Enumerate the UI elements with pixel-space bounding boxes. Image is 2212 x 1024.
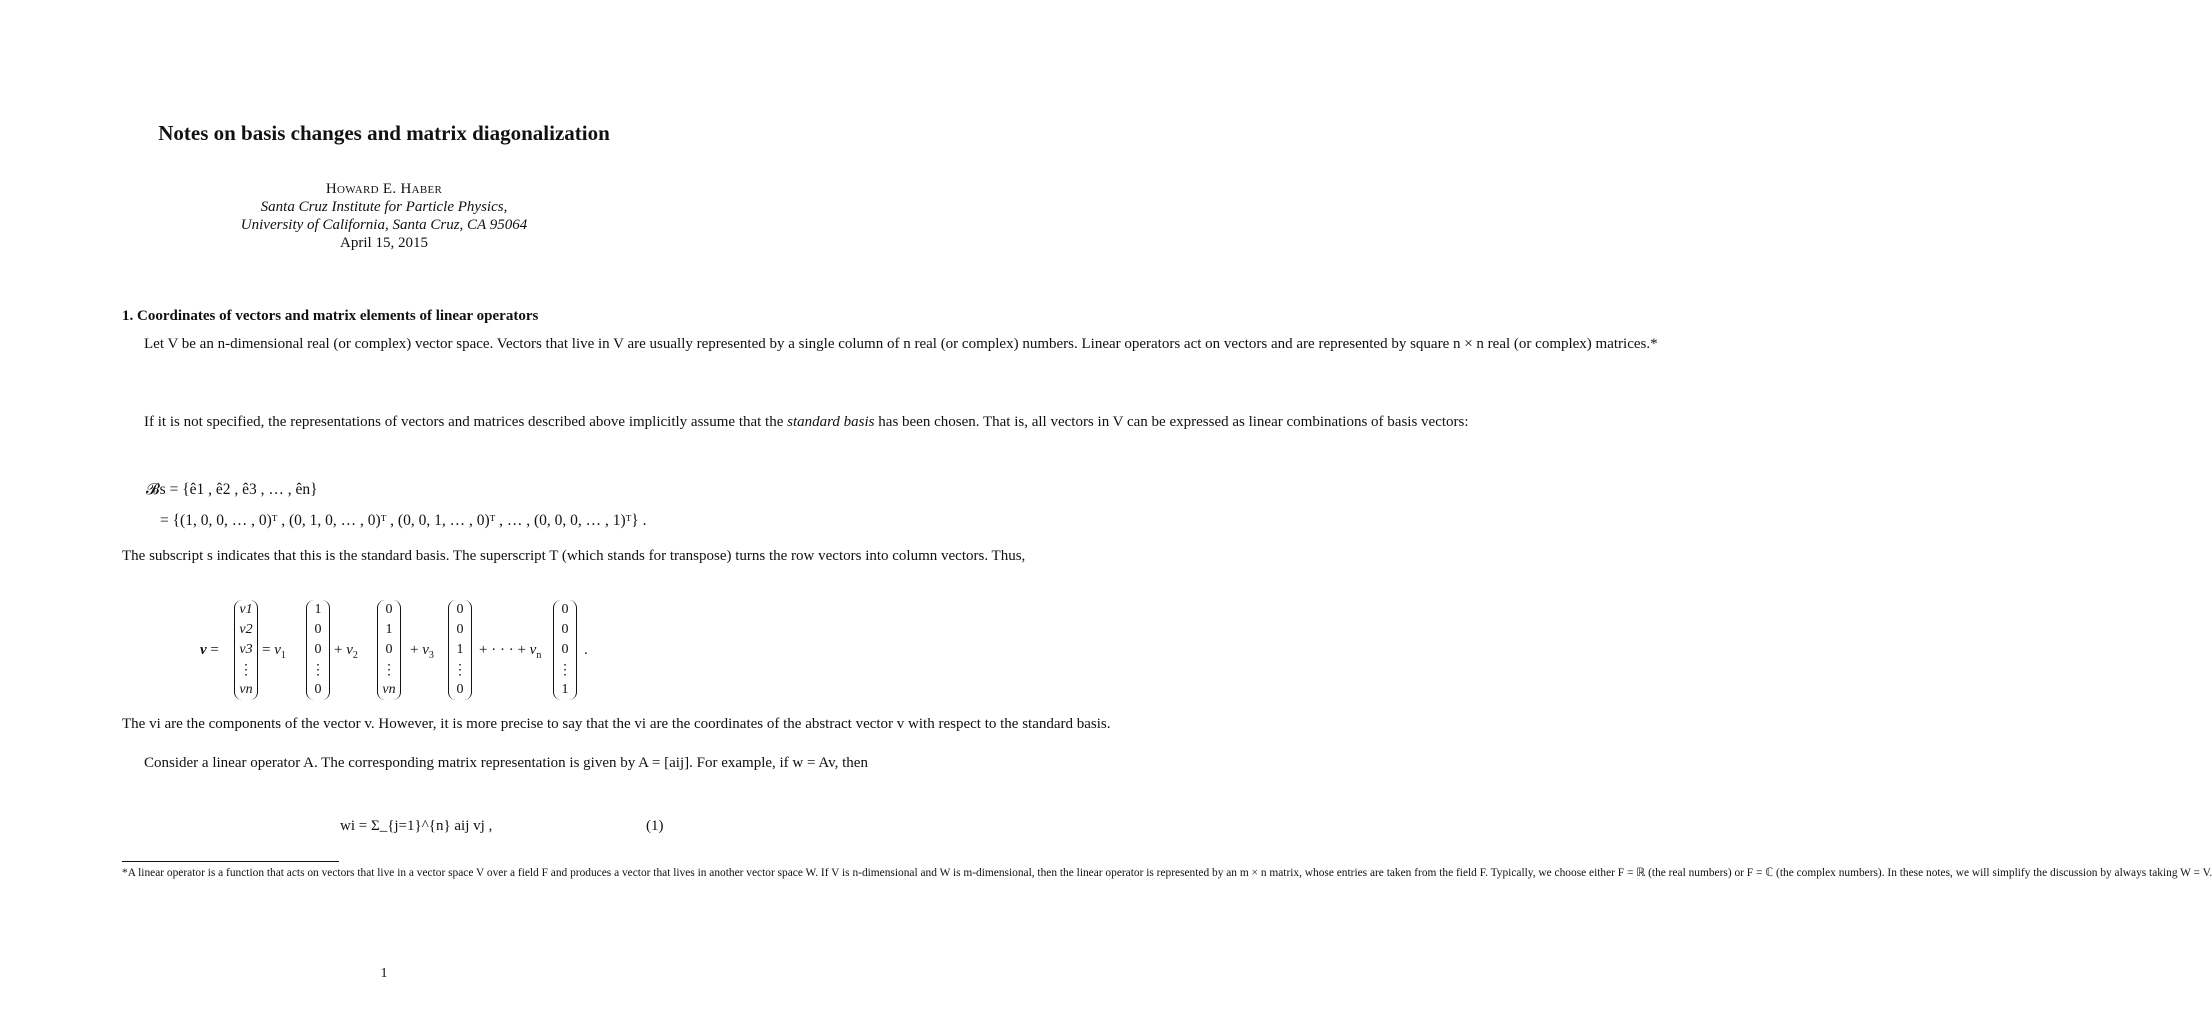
equation-text: + $v_3$ <box>410 642 434 661</box>
vector-entry: 0 <box>561 602 569 617</box>
vector-entry: 1 <box>314 602 322 617</box>
author-affiliation-line2: University of California, Santa Cruz, CA 95064 <box>240 217 528 233</box>
vector-entry: ⋮ <box>311 663 325 678</box>
paper-title: Notes on basis changes and matrix diagonalization <box>158 121 610 145</box>
author-name: Howard E. Haber <box>325 181 443 197</box>
vector-entry: 0 <box>314 682 322 697</box>
vector-entry: vn <box>239 682 253 697</box>
column-vector-e1 <box>306 600 330 700</box>
vector-entry: 0 <box>561 642 569 657</box>
vector-entry: ⋮ <box>453 663 467 678</box>
vector-entry: vn <box>382 682 396 697</box>
equation-basis-line2: = {(1, 0, 0, … , 0)ᵀ , (0, 1, 0, … , 0)ᵀ , (0, 0, 1, … , 0)ᵀ , … , (0, 0, 0, … , 1)ᵀ} . <box>160 512 647 529</box>
equation-1-number: (1) <box>646 818 664 834</box>
paragraph-standard-basis <box>122 413 1469 433</box>
footnote-rule <box>122 861 339 862</box>
vector-entry: 1 <box>456 642 464 657</box>
paragraph-standard-basis-text-b: has been chosen. That is, all vectors in V can be expressed as linear combinations of basis vectors: <box>874 414 1469 430</box>
vector-entry: 0 <box>314 642 322 657</box>
vector-entry: 1 <box>561 682 569 697</box>
equation-text: . <box>584 642 588 658</box>
vector-entry: ⋮ <box>382 663 396 678</box>
vector-entry: ⋮ <box>239 663 253 678</box>
paragraph-components: The vi are the components of the vector v. However, it is more precise to say that the vi are the coordinates of the abstract vector v with respect to the standard basis. <box>122 716 1111 732</box>
vector-entry: v3 <box>239 642 253 657</box>
paragraph-transpose: The subscript s indicates that this is the standard basis. The superscript T (which stands for transpose) turns the row vectors into column vectors. Thus, <box>122 548 1026 564</box>
column-vector-e3 <box>448 600 472 700</box>
paper-date: April 15, 2015 <box>340 235 428 251</box>
vector-entry: v2 <box>239 622 253 637</box>
vector-entry: 0 <box>456 602 464 617</box>
column-vector-en <box>553 600 577 700</box>
paragraph-standard-basis-text-a: If it is not specified, the representations of vectors and matrices described above implicitly assume that the <box>144 414 788 430</box>
footnote: *A linear operator is a function that acts on vectors that live in a vector space V over a field F and produces a vector that lives in another vector space W. If V is n-dimensional and W is m-dimensional, then the linear operator is represented by an m × n matrix, whose entries are taken from the field F. Typically, we choose either F = ℝ (the real numbers) or F = ℂ (the complex numbers). In these notes, we will simplify the discussion by always taking W = V. <box>122 867 2212 879</box>
column-vector-v <box>234 600 258 700</box>
standard-basis-emphasis: standard basis <box>787 414 875 430</box>
equation-1: wi = Σ_{j=1}^{n} aij vj , <box>340 818 493 834</box>
page-number: 1 <box>380 966 388 981</box>
author-affiliation-line1: Santa Cruz Institute for Particle Physics, <box>260 199 508 215</box>
column-vector-e2 <box>377 600 401 700</box>
vector-entry: 0 <box>561 622 569 637</box>
vector-entry: 0 <box>385 642 393 657</box>
paragraph-intro: Let V be an n-dimensional real (or complex) vector space. Vectors that live in V are usually represented by a single column of n real (or complex) numbers. Linear operators act on vectors and are represented by square n × n real (or complex) matrices.* <box>144 336 1658 352</box>
vector-entry: 0 <box>456 682 464 697</box>
vector-entry: ⋮ <box>558 663 572 678</box>
equation-text: + $v_2$ <box>334 642 358 661</box>
vector-v-symbol: v = <box>200 642 219 658</box>
vector-entry: 0 <box>456 622 464 637</box>
vector-entry: 1 <box>385 622 393 637</box>
paragraph-linear-operator: Consider a linear operator A. The corresponding matrix representation is given by A = [aij]. For example, if w = Av, then <box>144 755 868 771</box>
equation-basis-line1: 𝓑s = {ê1 , ê2 , ê3 , … , ên} <box>146 481 318 498</box>
section-heading: 1. Coordinates of vectors and matrix elements of linear operators <box>122 308 539 324</box>
vector-entry: 0 <box>314 622 322 637</box>
equation-text: = $v_1$ <box>262 642 286 661</box>
equation-text: + · · · + $v_n$ <box>479 642 542 661</box>
vector-entry: v1 <box>239 602 253 617</box>
vector-entry: 0 <box>385 602 393 617</box>
